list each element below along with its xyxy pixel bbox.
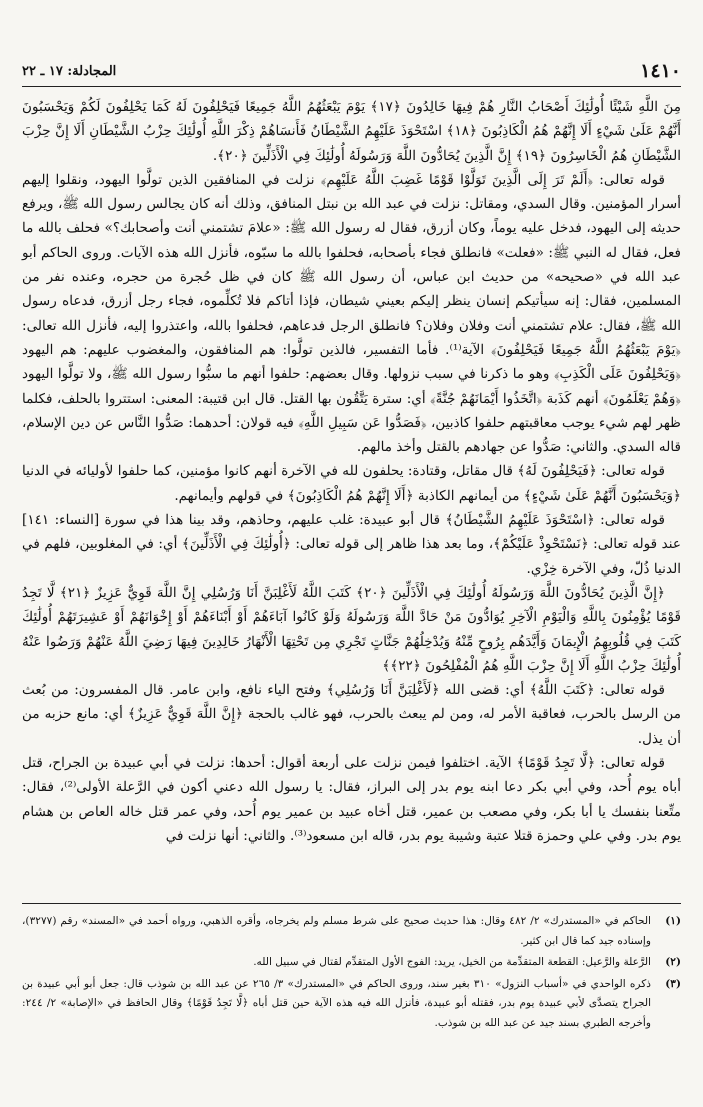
surah-label: المجادلة: ١٧ ـ ٢٢ (22, 63, 117, 79)
paragraph: قوله تعالى: ﴿أَلَمْ تَرَ إِلَى الَّذِينَ تَوَلَّوْا قَوْمًا غَضِبَ اللَّهُ عَلَيْهِم﴾ نزلت في المنافقين الذين تولَّوا اليهود، ونقلوا إليهم أسرار المؤمنين. وقال السدي، ومقاتل: نزلت في عبد الله بن نبتل المنافق، وذلك أنه كان يجالس رسول الله ﷺ، ويرفع حديثه إلى اليهود، فدخل عليه يوماً، وكان أزرق، فقال له رسول الله ﷺ: «علامَ تشتمني أنت وأصحابك؟» فحلف بالله ما فعل، فقال له النبي ﷺ: «فعلت» فانطلق فجاء بأصحابه، فحلفوا بالله ما سبّوه، فأنزل الله هذه الآيات. وروى الحاكم أبو عبد الله في «صحيحه» من حديث ابن عباس، أن رسول الله ﷺ كان في ظل حُجرة من حجره، وعنده نفر من المسلمين، فقال: إنه سيأتيكم إنسان ينظر إليكم بعيني شيطان، فإذا أتاكم فلا تُكلِّموه، فجاء رجل أزرق، فدعاه رسول الله ﷺ، فقال: علام تشتمني أنت وفلان وفلان؟ فانطلق الرجل فدعاهم، فحلفوا بالله، واعتذروا إليه، فأنزل الله تعالى: ﴿يَوْمَ يَبْعَثُهُمُ اللَّهُ جَمِيعًا فَيَحْلِفُونَ﴾ الآية⁽¹⁾. فأما التفسير، فالذين تولَّوا: هم المنافقون، والمغضوب عليهم: هم اليهود ﴿وَيَحْلِفُونَ عَلَى الْكَذِبِ﴾ وهو ما ذكرنا في سبب نزولها. وقال بعضهم: حلفوا أنهم ما سبُّوا رسول الله ﷺ، ولا تولَّوا اليهود ﴿وَهُمْ يَعْلَمُونَ﴾ أنهم كَذَبة ﴿اتَّخَذُوا أَيْمَانَهُمْ جُنَّةً﴾ أي: سترة يَتَّقُون بها القتل. قال ابن قتيبة: المعنى: استتروا بالحلف، فكلما ظهر لهم شيء يوجب معاقبتهم حلفوا كاذبين، ﴿فَصَدُّوا عَن سَبِيلِ اللَّهِ﴾ فيه قولان: أحدهما: صَدُّوا النَّاس عن دين الإسلام، قاله السدي. والثاني: صَدُّوا عن جهادهم بالقتل وأخذ مالهم. (22, 171, 681, 456)
paragraph: قوله تعالى: ﴿لَّا تَجِدُ قَوْمًا﴾ الآية. اختلفوا فيمن نزلت على أربعة أقوال: أحدها: نزلت في أبي عبيدة بن الجراح، قتل أباه يوم أُحد، وفي أبي بكر دعا ابنه يوم بدر إلى البراز، فقال: يا رسول الله دعني أكون في الرَّعلة الأولى⁽²⁾، فقال: متِّعنا بنفسك يا أبا بكر، وفي مصعب بن عمير، قتل أخاه عبيد بن عمير يوم أُحد، وفي عمر قتل خاله العاص بن هشام يوم بدر. وفي علي وحمزة قتلا عتبة وشيبة يوم بدر، قاله ابن مسعود⁽³⁾. والثاني: أنها نزلت في (22, 755, 681, 844)
footnote (22, 975, 681, 1034)
page-header (22, 60, 681, 87)
footnote-text: الرَّعلة والرَّعيل: القطعة المتقدِّمة من الخيل، يريد: الفوج الأول المتقدِّم لقتال في سبيل الله. (253, 956, 651, 968)
paragraph: مِنَ اللَّهِ شَيْئًا أُولَٰئِكَ أَصْحَابُ النَّارِ هُمْ فِيهَا خَالِدُونَ ﴿١٧﴾ يَوْمَ يَبْعَثُهُمُ اللَّهُ جَمِيعًا فَيَحْلِفُونَ لَهُ كَمَا يَحْلِفُونَ لَكُمْ وَيَحْسَبُونَ أَنَّهُمْ عَلَىٰ شَيْءٍ أَلَا إِنَّهُمْ هُمُ الْكَاذِبُونَ ﴿١٨﴾ اسْتَحْوَذَ عَلَيْهِمُ الشَّيْطَانُ فَأَنسَاهُمْ ذِكْرَ اللَّهِ أُولَٰئِكَ حِزْبُ الشَّيْطَانِ أَلَا إِنَّ حِزْبَ الشَّيْطَانِ هُمُ الْخَاسِرُونَ ﴿١٩﴾ إِنَّ الَّذِينَ يُحَادُّونَ اللَّهَ وَرَسُولَهُ أُولَٰئِكَ فِي الْأَذَلِّينَ ﴿٢٠﴾. (22, 99, 681, 164)
footnote-text: ذكره الواحدي في «أسباب النزول» ٣١٠ بغير سند، وروى الحاكم في «المستدرك» ٣/ ٢٦٥ عن عبد الله بن شوذب قال: جعل أبو أبي عبيدة بن الجراح يتصدَّى لأبي عبيدة يوم بدر، فقتله أبو عبيدة، فأنزل الله فيه هذه الآية حين قتل أباه ﴿لَّا تَجِدُ قَوْمًا﴾ وقال الحافظ في «الإصابة» ٢/ ٢٤٤: وأخرجه الطبري بسند جيد عن عبد الله بن شوذب. (22, 977, 652, 1029)
footnote-number: (١) (665, 915, 681, 927)
footnote-text: الحاكم في «المستدرك» ٢/ ٤٨٢ وقال: هذا حديث صحيح على شرط مسلم ولم يخرجاه، وأقره الذهبي، ورواه أحمد في «المسند» رقم (٣٢٧٧)، وإسناده جيد كما قال ابن كثير. (22, 915, 651, 947)
paragraph: قوله تعالى: ﴿كَتَبَ اللَّهُ﴾ أي: قضى الله ﴿لَأَغْلِبَنَّ أَنَا وَرُسُلِي﴾ وفتح الياء نافع، وابن عامر. قال المفسرون: من بُعث من الرسل بالحرب، فعاقبة الأمر له، ومن لم يبعث بالحرب، فهو غالب بالحجة ﴿إِنَّ اللَّهَ قَوِيٌّ عَزِيزٌ﴾ أي: مانع حزبه من أن يذل. (22, 682, 681, 747)
footnote (22, 912, 681, 951)
paragraph: قوله تعالى: ﴿فَيَحْلِفُونَ لَهُ﴾ قال مقاتل، وقتادة: يحلفون لله في الآخرة أنهم كانوا مؤمنين، كما حلفوا لأوليائه في الدنيا ﴿وَيَحْسَبُونَ أَنَّهُمْ عَلَىٰ شَيْءٍ﴾ من أيمانهم الكاذبة ﴿أَلَا إِنَّهُمْ هُمُ الْكَاذِبُونَ﴾ في قولهم وأيمانهم. (22, 463, 681, 504)
footnote-number: (٢) (665, 956, 681, 968)
footnote (22, 953, 681, 973)
commentary-text (22, 95, 681, 848)
page-number: ١٤١٠ (640, 60, 681, 82)
paragraph: قوله تعالى: ﴿اسْتَحْوَذَ عَلَيْهِمُ الشَّيْطَانُ﴾ قال أبو عبيدة: غلب عليهم، وحاذهم، وقد بينا هذا في سورة [النساء: ١٤١] عند قوله تعالى: ﴿نَسْتَحْوِذْ عَلَيْكُمْ﴾، وما بعد هذا ظاهر إلى قوله تعالى: ﴿أُولَٰئِكَ فِي الْأَذَلِّينَ﴾ أي: في المغلوبين، فلهم في الدنيا ذُلّ، وفي الآخرة خِزْي. (22, 512, 681, 577)
footnote-number: (٣) (665, 977, 681, 990)
verse-block: ﴿إِنَّ الَّذِينَ يُحَادُّونَ اللَّهَ وَرَسُولَهُ أُولَٰئِكَ فِي الْأَذَلِّينَ ﴿٢٠﴾ كَتَبَ اللَّهُ لَأَغْلِبَنَّ أَنَا وَرُسُلِي إِنَّ اللَّهَ قَوِيٌّ عَزِيزٌ ﴿٢١﴾ لَّا تَجِدُ قَوْمًا يُؤْمِنُونَ بِاللَّهِ وَالْيَوْمِ الْآخِرِ يُوَادُّونَ مَنْ حَادَّ اللَّهَ وَرَسُولَهُ وَلَوْ كَانُوا آبَاءَهُمْ أَوْ أَبْنَاءَهُمْ أَوْ إِخْوَانَهُمْ أَوْ عَشِيرَتَهُمْ أُولَٰئِكَ كَتَبَ فِي قُلُوبِهِمُ الْإِيمَانَ وَأَيَّدَهُم بِرُوحٍ مِّنْهُ وَيُدْخِلُهُمْ جَنَّاتٍ تَجْرِي مِن تَحْتِهَا الْأَنْهَارُ خَالِدِينَ فِيهَا رَضِيَ اللَّهُ عَنْهُمْ وَرَضُوا عَنْهُ أُولَٰئِكَ حِزْبُ اللَّهِ أَلَا إِنَّ حِزْبَ اللَّهِ هُمُ الْمُفْلِحُونَ ﴿٢٢﴾﴾ (22, 584, 681, 674)
footnotes (22, 903, 681, 1035)
